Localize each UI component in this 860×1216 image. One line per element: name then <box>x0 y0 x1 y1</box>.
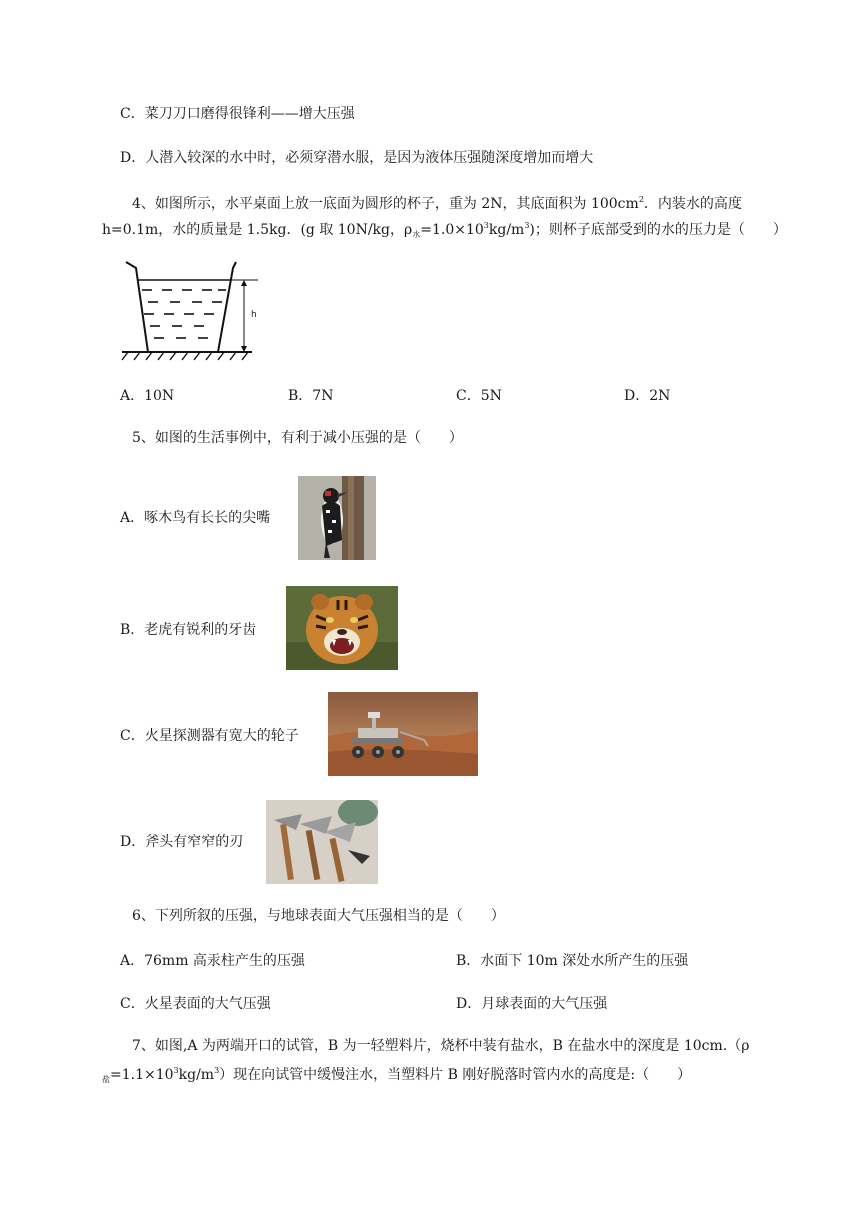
q4-stem-line2 <box>102 216 787 245</box>
q6-option-d: D．月球表面的大气压强 <box>456 996 608 1012</box>
q4-option-c: C．5N <box>456 388 502 404</box>
q6-stem: 6、下列所叙的压强，与地球表面大气压强相当的是（ ） <box>132 908 505 924</box>
q4-stem-text: 4、如图所示，水平桌面上放一底面为圆形的杯子，重为 2N，其底面积为 100cm <box>132 196 639 212</box>
q4-option-d: D．2N <box>624 388 671 404</box>
q6-option-b: B．水面下 10m 深处水所产生的压强 <box>456 953 689 969</box>
q7-stem-text: kg/m <box>178 1067 215 1083</box>
q4-option-a: A．10N <box>120 388 175 404</box>
q4-subscript: 水 <box>412 230 421 239</box>
q4-stem-text: )；则杯子底部受到的水的压力是（ ） <box>529 222 787 238</box>
q7-stem-line2 <box>102 1061 691 1090</box>
q4-exponent: 3 <box>524 221 530 230</box>
q4-stem-text: kg/m <box>488 222 525 238</box>
cup-diagram-svg <box>118 256 268 366</box>
q4-option-b: B．7N <box>288 388 334 404</box>
woodpecker-image <box>298 476 376 560</box>
q7-stem-text: ）现在向试管中缓慢注水，当塑料片 B 刚好脱落时管内水的高度是:（ ） <box>219 1067 692 1083</box>
q7-subscript: 盐 <box>102 1075 110 1084</box>
q7-stem-text: =1.1×10 <box>110 1067 174 1083</box>
axe-image <box>266 800 378 884</box>
q4-stem-line1 <box>132 190 742 214</box>
q5-option-a: A．啄木鸟有长长的尖嘴 <box>120 510 271 526</box>
q6-option-a: A．76mm 高汞柱产生的压强 <box>120 953 305 969</box>
q4-exponent: 2 <box>638 195 644 204</box>
q3-option-c: C．菜刀刀口磨得很锋利——增大压强 <box>120 106 355 122</box>
ground-hatch <box>122 352 248 360</box>
q5-option-c: C．火星探测器有宽大的轮子 <box>120 728 299 744</box>
q5-option-b: B．老虎有锐利的牙齿 <box>120 622 257 638</box>
tiger-image <box>286 586 398 670</box>
q4-exponent: 3 <box>483 221 489 230</box>
q3-option-d: D．人潜入较深的水中时，必须穿潜水服，是因为液体压强随深度增加而增大 <box>120 150 594 166</box>
mars-rover-image <box>328 692 478 776</box>
q4-stem-text: =1.0×10 <box>420 222 484 238</box>
q7-exponent: 3 <box>173 1066 179 1075</box>
cup-diagram <box>118 256 268 366</box>
q4-stem-text: h=0.1m，水的质量是 1.5kg．(g 取 10N/kg，ρ <box>102 222 413 238</box>
q7-exponent: 3 <box>214 1066 220 1075</box>
q5-stem: 5、如图的生活事例中，有利于减小压强的是（ ） <box>132 430 463 446</box>
water-dashes <box>142 290 226 338</box>
q5-option-d: D．斧头有窄窄的刃 <box>120 834 244 850</box>
h-arrow-up <box>241 280 247 286</box>
q6-option-c: C．火星表面的大气压强 <box>120 996 271 1012</box>
q7-stem-line1: 7、如图,A 为两端开口的试管，B 为一轻塑料片，烧杯中装有盐水，B 在盐水中的深度是 10cm.（ρ <box>132 1038 750 1054</box>
q4-stem-text: ．内装水的高度 <box>643 196 742 212</box>
h-label: h <box>251 310 257 320</box>
